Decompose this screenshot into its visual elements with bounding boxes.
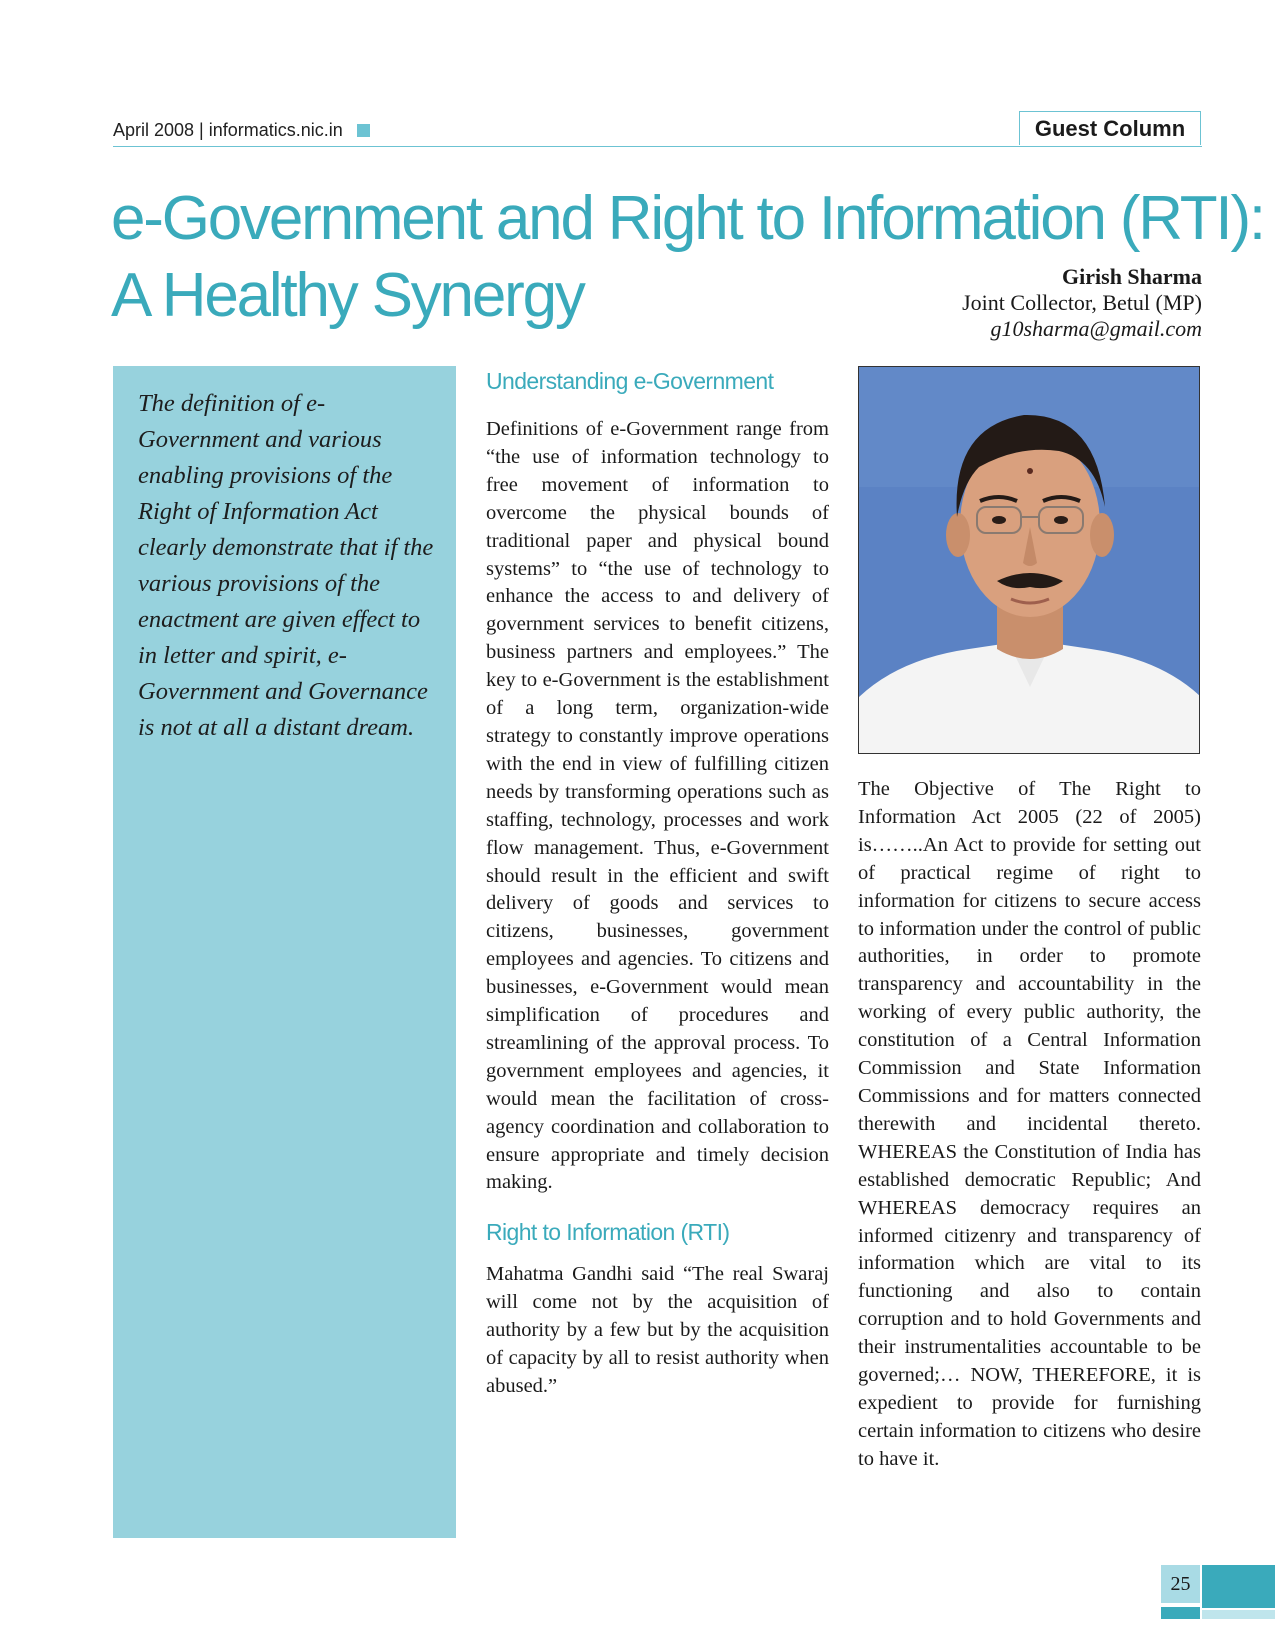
middle-column [486,366,829,1401]
portrait-image [859,367,1200,754]
right-column [858,776,1201,1474]
author-photo [858,366,1200,754]
author-position: Joint Collector, Betul (MP) [962,290,1202,315]
issue-info-text: April 2008 | informatics.nic.in [113,120,343,140]
author-email: g10sharma@gmail.com [990,316,1202,341]
header-rule [113,146,1202,147]
pullquote: The definition of e-Government and various enabling provisions of the Right of Information Act clearly demonstrate that if the various provisions of the enactment are given effect to in letter and spirit, e-Government and Governance is not at all a distant dream. [138,390,434,741]
title-line-2: A Healthy Synergy [111,261,584,330]
author-byline [962,264,1202,342]
square-icon [357,124,370,137]
section-body-rti: Mahatma Gandhi said “The real Swaraj will come not by the acquisition of authority by a few but by the acquisition of capacity by all to resist authority when abused.” [486,1263,829,1397]
header-issue-info [113,120,370,141]
title-line-1: e-Government and Right to Information (RTI): [111,184,1264,253]
author-name: Girish Sharma [1062,264,1202,289]
section-body-egov: Definitions of e-Government range from “the use of information technology to free movement of information to overcome the physical bounds of traditional paper and physical bound systems” to “the use of technology to enhance the access to and delivery of government services to benefit citizens, business partners and employees.” The key to e-Government is the establishment of a long term, organization-wide strategy to constantly improve operations with the end in view of fulfilling citizen needs by transforming operations such as staffing, technology, processes and work flow management. Thus, e-Government should result in the efficient and swift delivery of goods and services to citizens, businesses, government employees and agencies. To citizens and businesses, e-Government would mean simplification of procedures and streamlining of the approval process. To government employees and agencies, it would mean the facilitation of cross-agency coordination and collaboration to ensure appropriate and timely decision making. [486,418,829,1194]
section-heading-rti: Right to Information (RTI) [486,1219,730,1246]
corner-strip-light [1202,1610,1275,1619]
corner-strip-dark [1161,1607,1200,1619]
page-number: 25 [1161,1565,1200,1603]
section-heading-egov: Understanding e-Government [486,368,774,394]
column-tag: Guest Column [1019,111,1201,145]
objective-text: The Objective of The Right to Information Act 2005 (22 of 2005) is……..An Act to provide for setting out of practical regime of right to information for citizens to secure access to information under the control of public authorities, in order to promote transparency and accountability in the working of every public authority, the constitution of a Central Information Commission and State Information Commissions and for matters connected therewith and incidental thereto. WHEREAS the Constitution of India has established democratic Republic; And WHEREAS democracy requires an informed citizenry and transparency of information which are vital to its functioning and also to contain corruption and to hold Governments and their instrumentalities accountable to be governed;… NOW, THEREFORE, it is expedient to provide for furnishing certain information to citizens who desire to have it. [858,778,1201,1470]
corner-decoration [1202,1565,1275,1608]
